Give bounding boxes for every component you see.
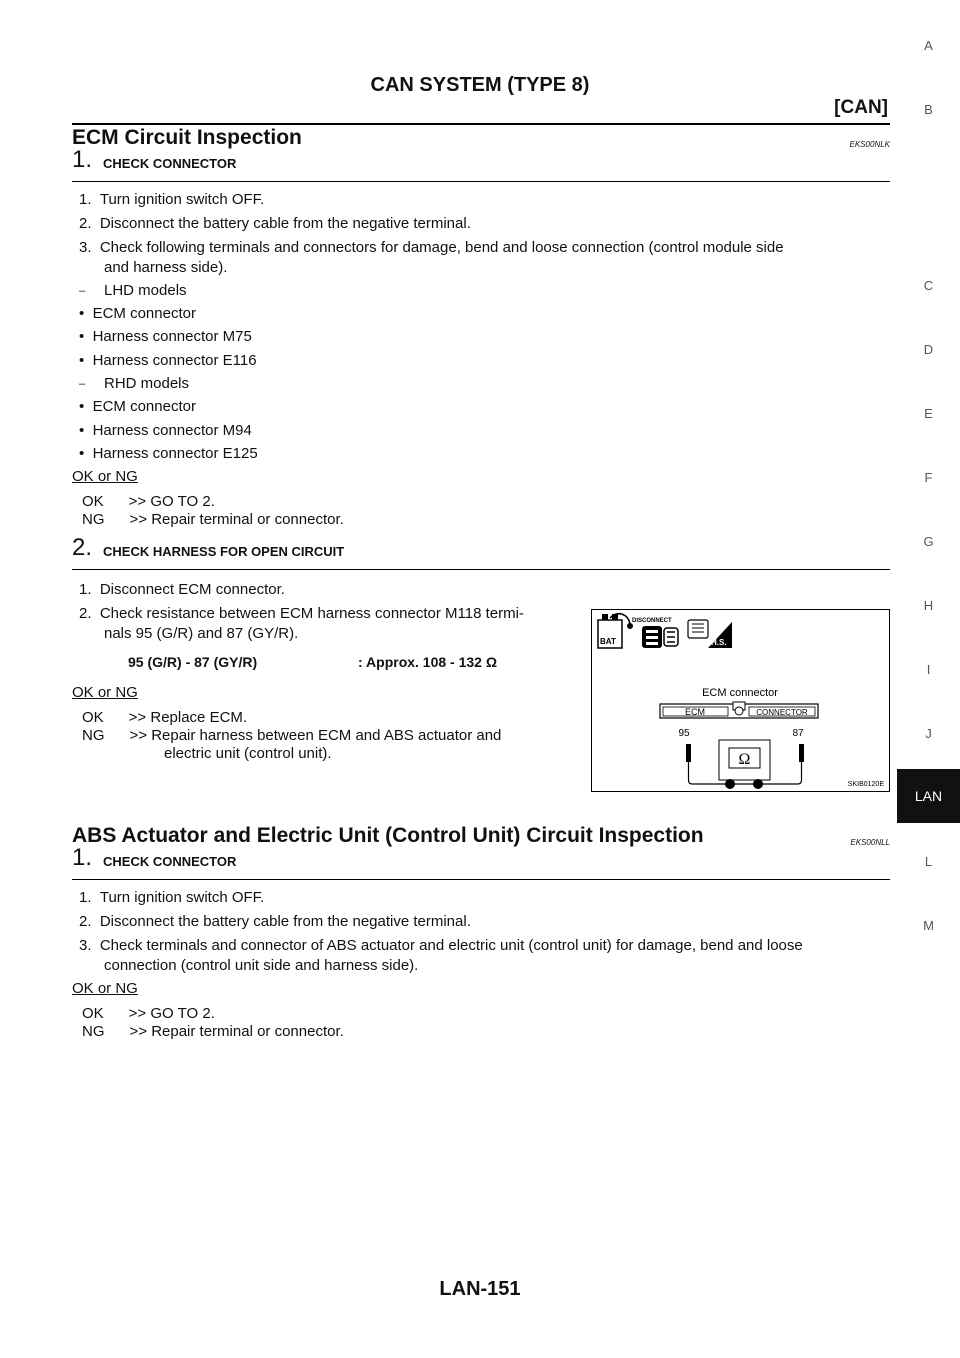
- text-line: 1. Turn ignition switch OFF.: [79, 889, 265, 906]
- ecm-connector-figure: [591, 609, 890, 792]
- section-code-abs: EKS00NLL: [850, 838, 890, 847]
- step-header-2: [72, 534, 890, 570]
- tab-lan-active[interactable]: LAN: [897, 769, 960, 823]
- step-number: 2.: [72, 534, 93, 561]
- text-line: 1. Disconnect ECM connector.: [79, 581, 285, 598]
- result-ng: NG >> Repair terminal or connector.: [82, 1023, 344, 1040]
- section-title-ecm: ECM Circuit Inspection: [72, 126, 302, 149]
- spec-terminals: 95 (G/R) - 87 (GY/R): [128, 654, 258, 670]
- step-header-abs-1: [72, 844, 890, 880]
- header-rule: [72, 123, 890, 125]
- text-line: 2. Check resistance between ECM harness connector M118 termi-: [79, 605, 524, 622]
- tab-c[interactable]: C: [923, 278, 934, 293]
- tab-m[interactable]: M: [923, 918, 934, 933]
- result-ng-cont: electric unit (control unit).: [164, 745, 332, 762]
- text-line: • Harness connector M75: [79, 328, 252, 345]
- probe-left: [686, 744, 691, 762]
- tab-i[interactable]: I: [926, 662, 931, 677]
- text-line: connection (control unit side and harness side).: [104, 957, 419, 974]
- tab-g[interactable]: G: [923, 534, 934, 549]
- text-line: LHD models: [104, 282, 187, 299]
- text-line: 1. Turn ignition switch OFF.: [79, 191, 265, 208]
- tab-j[interactable]: J: [925, 726, 932, 741]
- text-line: 2. Disconnect the battery cable from the negative terminal.: [79, 913, 471, 930]
- text-line: • Harness connector E125: [79, 445, 258, 462]
- step-title: CHECK CONNECTOR: [103, 156, 237, 171]
- hs-label: H.S.: [711, 638, 727, 647]
- figure-code: SKIB0120E: [847, 781, 884, 788]
- tab-e[interactable]: E: [924, 406, 933, 421]
- connector-label: CONNECTOR: [756, 708, 808, 717]
- dash-icon: –: [79, 378, 86, 390]
- ok-or-ng-label: OK or NG: [72, 468, 138, 485]
- step-number: 1.: [72, 844, 93, 871]
- text-line: RHD models: [104, 375, 190, 392]
- ohm-meter-symbol: Ω: [738, 751, 751, 768]
- ecm-label: ECM: [685, 707, 705, 717]
- text-line: 3. Check terminals and connector of ABS actuator and electric unit (control unit) for damage, bend and loose: [79, 937, 803, 954]
- text-line: • ECM connector: [79, 305, 196, 322]
- tab-l[interactable]: L: [924, 854, 933, 869]
- text-line: nals 95 (G/R) and 87 (GY/R).: [104, 625, 299, 642]
- ecm-connector-caption: ECM connector: [702, 687, 778, 699]
- text-line: • ECM connector: [79, 398, 196, 415]
- connector-disconnect-icon: [642, 626, 678, 648]
- section-title-abs: ABS Actuator and Electric Unit (Control Unit) Circuit Inspection: [72, 824, 704, 847]
- step-header-1: [72, 146, 890, 182]
- step-title: CHECK CONNECTOR: [103, 854, 237, 869]
- pin-87-label: 87: [792, 728, 804, 739]
- ok-or-ng-label: OK or NG: [72, 980, 138, 997]
- harness-side-icon: [688, 620, 732, 648]
- tab-d[interactable]: D: [923, 342, 934, 357]
- page-header-title: CAN SYSTEM (TYPE 8): [370, 74, 590, 96]
- step-title: CHECK HARNESS FOR OPEN CIRCUIT: [103, 544, 345, 559]
- result-ok: OK >> GO TO 2.: [82, 493, 215, 510]
- result-ok: OK >> GO TO 2.: [82, 1005, 215, 1022]
- text-line: • Harness connector E116: [79, 352, 257, 369]
- disconnect-label: DISCONNECT: [632, 618, 672, 624]
- page-number: LAN-151: [439, 1278, 521, 1300]
- text-line: and harness side).: [104, 259, 228, 276]
- result-ng: NG >> Repair harness between ECM and ABS actuator and: [82, 727, 502, 744]
- ok-or-ng-label: OK or NG: [72, 684, 138, 701]
- section-code-ecm: EKS00NLK: [849, 140, 890, 149]
- tab-b[interactable]: B: [924, 102, 933, 117]
- tab-f[interactable]: F: [924, 470, 933, 485]
- result-ng: NG >> Repair terminal or connector.: [82, 511, 344, 528]
- bat-label: BAT: [600, 637, 616, 646]
- text-line: • Harness connector M94: [79, 422, 252, 439]
- result-ok: OK >> Replace ECM.: [82, 709, 248, 726]
- pin-95-label: 95: [678, 728, 690, 739]
- dash-icon: –: [79, 285, 86, 297]
- probe-right: [799, 744, 804, 762]
- tab-h[interactable]: H: [923, 598, 934, 613]
- text-line: 2. Disconnect the battery cable from the negative terminal.: [79, 215, 471, 232]
- spec-value: : Approx. 108 - 132 Ω: [358, 654, 498, 670]
- text-line: 3. Check following terminals and connectors for damage, bend and loose connection (control module side: [79, 239, 784, 256]
- tab-a[interactable]: A: [924, 38, 933, 53]
- page-header-subtitle: [CAN]: [834, 97, 888, 118]
- step-number: 1.: [72, 146, 93, 173]
- battery-disconnect-icon: [598, 614, 633, 648]
